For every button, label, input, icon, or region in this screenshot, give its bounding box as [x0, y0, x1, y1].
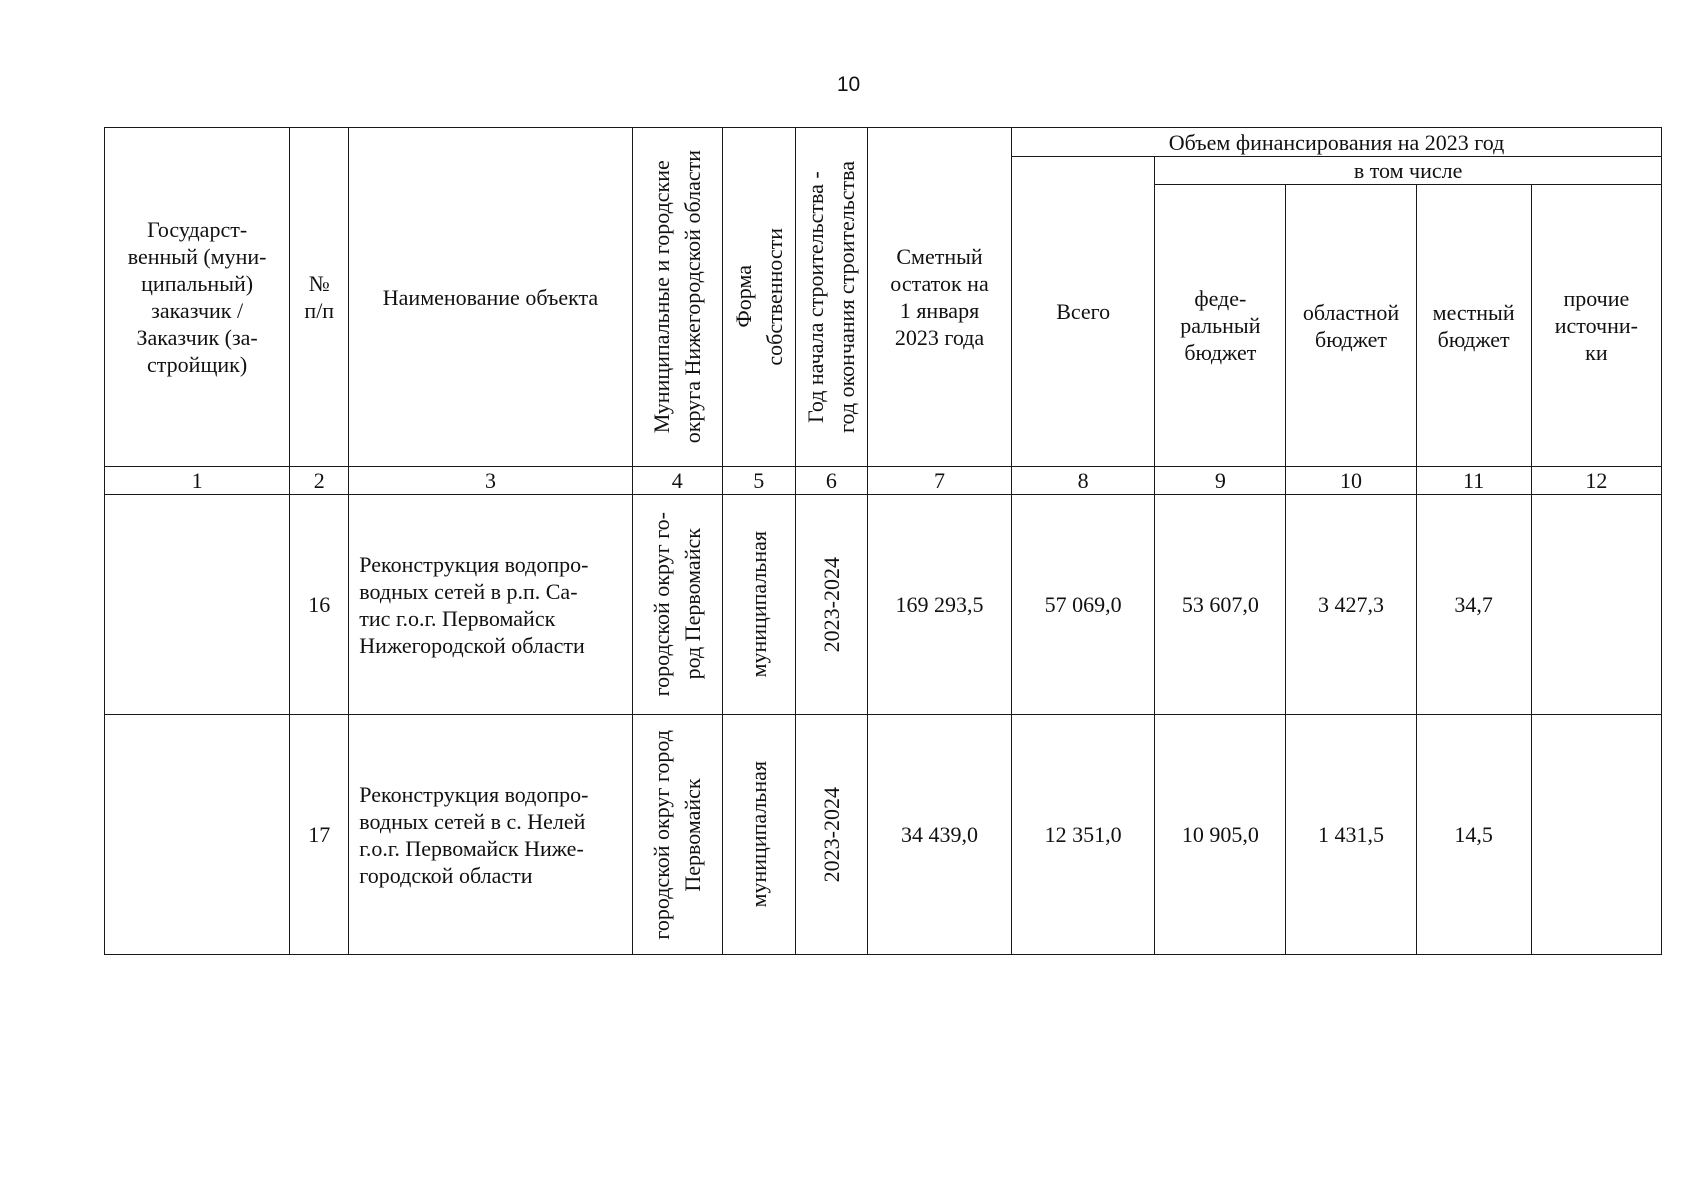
header-years: Год начала строительства - год окончания строительства — [795, 128, 867, 467]
column-number: 7 — [867, 467, 1011, 495]
column-numbers-row — [105, 467, 1662, 495]
header-federal: феде- ральный бюджет — [1155, 185, 1286, 467]
cell-ownership: муниципальная — [722, 715, 795, 955]
header-estimated-balance: Сметный остаток на 1 января 2023 года — [867, 128, 1011, 467]
column-number: 6 — [795, 467, 867, 495]
cell-object-name: Реконструкция водопро- водных сетей в р.п. Са- тис г.о.г. Первомайск Нижегородской области — [349, 495, 632, 715]
cell-other — [1531, 495, 1661, 715]
column-number: 11 — [1416, 467, 1531, 495]
cell-federal: 53 607,0 — [1155, 495, 1286, 715]
header-object-name: Наименование объекта — [349, 128, 632, 467]
cell-ownership: муниципальная — [722, 495, 795, 715]
financing-table — [104, 127, 1662, 955]
header-number: № п/п — [290, 128, 349, 467]
header-local: местный бюджет — [1416, 185, 1531, 467]
header-ownership: Форма собственности — [722, 128, 795, 467]
page-number: 10 — [836, 73, 861, 96]
cell-years: 2023-2024 — [795, 495, 867, 715]
cell-other — [1531, 715, 1661, 955]
column-number: 1 — [105, 467, 290, 495]
column-number: 12 — [1531, 467, 1661, 495]
cell-regional: 3 427,3 — [1286, 495, 1416, 715]
column-number: 8 — [1012, 467, 1155, 495]
header-including: в том числе — [1155, 157, 1662, 185]
header-row-1 — [105, 128, 1662, 157]
header-financing-group: Объем финансирования на 2023 год — [1012, 128, 1662, 157]
header-customer: Государст- венный (муни- ципальный) заказчик / Заказчик (за- стройщик) — [105, 128, 290, 467]
cell-number: 16 — [290, 495, 349, 715]
table-row — [105, 715, 1662, 955]
column-number: 10 — [1286, 467, 1416, 495]
header-other: прочие источни- ки — [1531, 185, 1661, 467]
column-number: 5 — [722, 467, 795, 495]
cell-object-name: Реконструкция водопро- водных сетей в с. Нелей г.о.г. Первомайск Ниже- городской области — [349, 715, 632, 955]
cell-estimated-balance: 169 293,5 — [867, 495, 1011, 715]
column-number: 3 — [349, 467, 632, 495]
cell-federal: 10 905,0 — [1155, 715, 1286, 955]
column-number: 9 — [1155, 467, 1286, 495]
cell-customer — [105, 495, 290, 715]
cell-local: 34,7 — [1416, 495, 1531, 715]
cell-total: 57 069,0 — [1012, 495, 1155, 715]
cell-customer — [105, 715, 290, 955]
cell-years: 2023-2024 — [795, 715, 867, 955]
cell-number: 17 — [290, 715, 349, 955]
cell-estimated-balance: 34 439,0 — [867, 715, 1011, 955]
header-regional: областной бюджет — [1286, 185, 1416, 467]
cell-local: 14,5 — [1416, 715, 1531, 955]
cell-municipality: городской округ го- род Первомайск — [632, 495, 722, 715]
cell-municipality: городской округ город Первомайск — [632, 715, 722, 955]
column-number: 4 — [632, 467, 722, 495]
header-total: Всего — [1012, 157, 1155, 467]
cell-regional: 1 431,5 — [1286, 715, 1416, 955]
header-municipality: Муниципальные и городские округа Нижегородской области — [632, 128, 722, 467]
column-number: 2 — [290, 467, 349, 495]
cell-total: 12 351,0 — [1012, 715, 1155, 955]
table-row — [105, 495, 1662, 715]
